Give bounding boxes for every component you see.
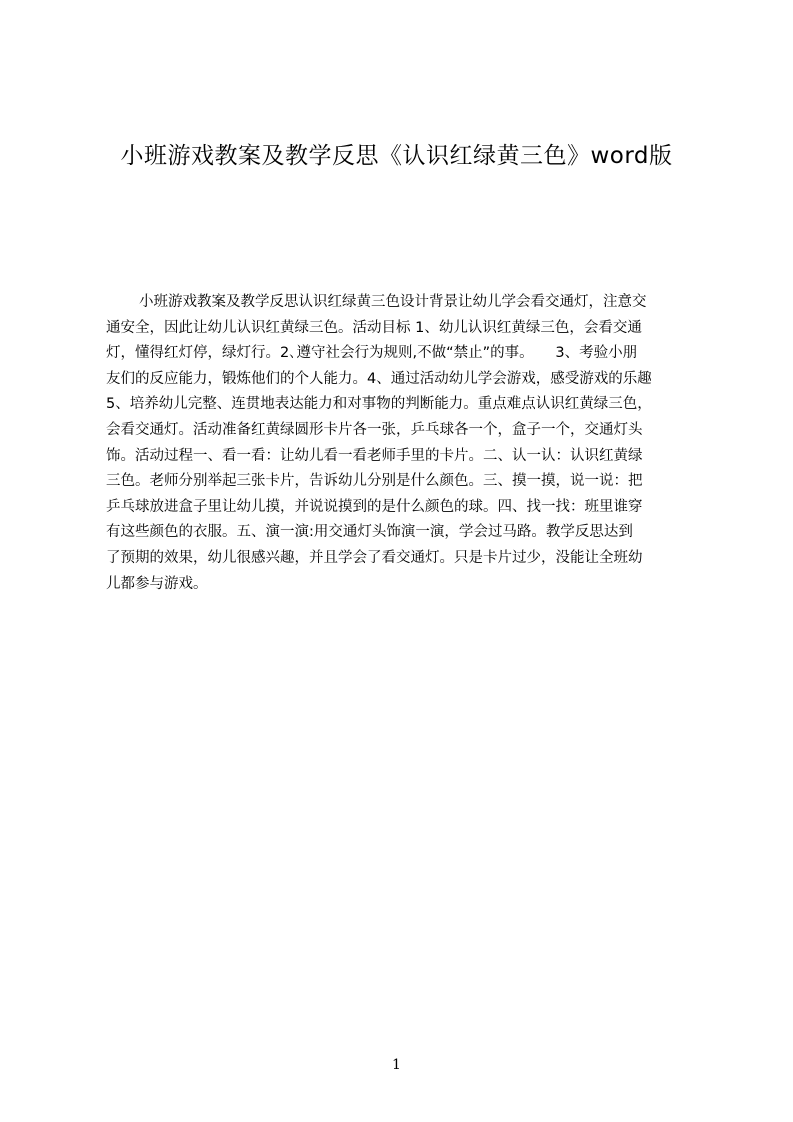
- page-number: 1: [392, 1057, 401, 1073]
- paragraph-line: 有这些颜色的衣服。五、演一演:用交通灯头饰演一演，学会过马路。教学反思达到: [106, 524, 633, 541]
- paragraph-line: 会看交通灯。活动准备红黄绿圆形卡片各一张，乒乓球各一个，盒子一个，交通灯头: [106, 421, 643, 438]
- paragraph-line: 小班游戏教案及教学反思认识红绿黄三色设计背景让幼儿学会看交通灯，注意交: [139, 294, 647, 310]
- paragraph-line: 儿都参与游戏。: [106, 575, 208, 592]
- document-title: 小班游戏教案及教学反思《认识红绿黄三色》word版: [120, 143, 673, 169]
- paragraph-line: 了预期的效果，幼儿很感兴趣，并且学会了看交通灯。只是卡片过少，没能让全班幼: [106, 549, 643, 566]
- paragraph-line: 5、培养幼儿完整、连贯地表达能力和对事物的判断能力。重点难点认识红黄绿三色，: [106, 396, 652, 413]
- paragraph-line: 友们的反应能力，锻炼他们的个人能力。4、通过活动幼儿学会游戏，感受游戏的乐趣: [106, 370, 652, 387]
- paragraph-line: 饰。活动过程一、看一看：让幼儿看一看老师手里的卡片。二、认一认：认识红黄绿: [106, 447, 643, 464]
- paragraph-line: 乒乓球放进盒子里让幼儿摸，并说说摸到的是什么颜色的球。四、找一找：班里谁穿: [106, 498, 643, 515]
- paragraph-line: 通安全，因此让幼儿认识红黄绿三色。活动目标 1、幼儿认识红黄绿三色，会看交通: [106, 319, 642, 336]
- paragraph-line: 灯，懂得红灯停，绿灯行。2､遵守社会行为规则,不做“禁止”的事。 3、考验小朋: [106, 345, 638, 362]
- body-paragraph: [106, 290, 696, 610]
- paragraph-line: 三色。老师分别举起三张卡片，告诉幼儿分别是什么颜色。三、摸一摸，说一说：把: [106, 473, 643, 490]
